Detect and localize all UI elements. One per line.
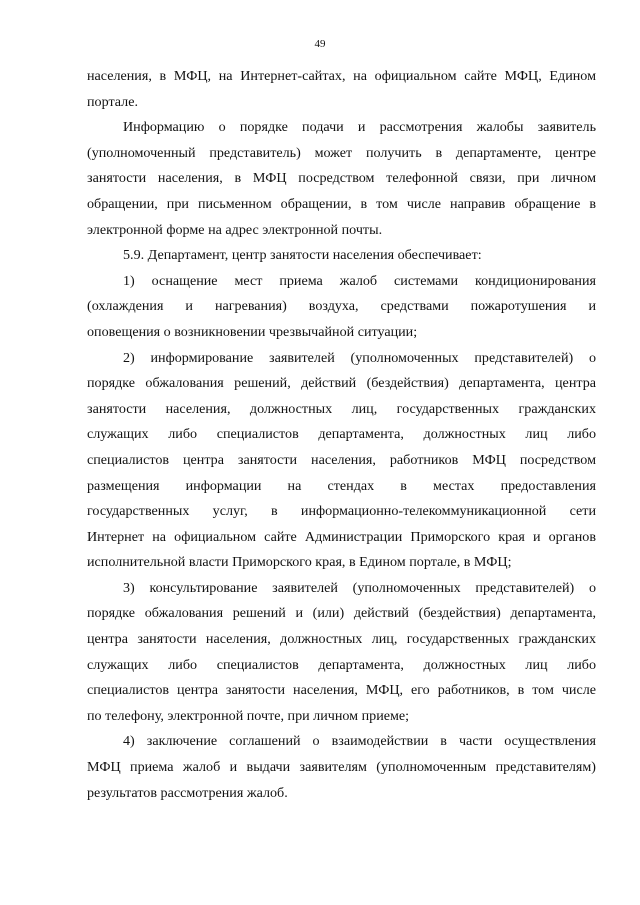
text-line: размещения информации на стендах в местах предоставления (87, 477, 596, 494)
text-line: исполнительной власти Приморского края, в Едином портале, в МФЦ; (87, 554, 512, 571)
text-line: служащих либо специалистов департамента, должностных лиц либо (87, 426, 596, 443)
text-line: занятости населения, в МФЦ посредством телефонной связи, при личном (87, 170, 596, 187)
text-line: порядке обжалования решений и (или) действий (бездействия) департамента, (87, 605, 596, 622)
text-line: (охлаждения и нагревания) воздуха, средствами пожаротушения и (87, 298, 596, 315)
text-line: занятости населения, должностных лиц, государственных гражданских (87, 400, 596, 417)
text-line: порядке обжалования решений, действий (бездействия) департамента, центра (87, 375, 596, 392)
text-line: по телефону, электронной почте, при личном приеме; (87, 707, 410, 724)
text-line: служащих либо специалистов департамента, должностных лиц либо (87, 656, 596, 673)
text-line: портале. (87, 93, 138, 110)
text-line: специалистов центра занятости населения, работников МФЦ посредством (87, 451, 596, 468)
text-line: результатов рассмотрения жалоб. (87, 784, 288, 801)
text-line: центра занятости населения, должностных лиц, государственных гражданских (87, 631, 596, 648)
text-line: специалистов центра занятости населения, МФЦ, его работников, в том числе (87, 682, 596, 699)
body-text (87, 64, 596, 806)
text-line: электронной форме на адрес электронной почты. (87, 221, 383, 238)
page-number: 49 (314, 38, 326, 50)
text-line: Информацию о порядке подачи и рассмотрения жалобы заявитель (123, 119, 596, 136)
text-line: 3) консультирование заявителей (уполномоченных представителей) о (123, 579, 596, 596)
text-line: оповещения о возникновении чрезвычайной ситуации; (87, 323, 418, 340)
text-line: обращении, при письменном обращении, в том числе направив обращение в (87, 195, 596, 212)
text-line: населения, в МФЦ, на Интернет-сайтах, на официальном сайте МФЦ, Едином (87, 68, 596, 84)
text-line: (уполномоченный представитель) может получить в департаменте, центре (87, 144, 596, 161)
text-line: 4) заключение соглашений о взаимодействии в части осуществления (123, 733, 596, 750)
text-line: государственных услуг, в информационно-телекоммуникационной сети (87, 503, 596, 520)
text-line: МФЦ приема жалоб и выдачи заявителям (уполномоченным представителям) (87, 759, 596, 776)
text-line: Интернет на официальном сайте Администрации Приморского края и органов (87, 528, 596, 545)
text-line: 5.9. Департамент, центр занятости населения обеспечивает: (123, 247, 482, 264)
text-line: 1) оснащение мест приема жалоб системами кондиционирования (123, 272, 596, 289)
text-line: 2) информирование заявителей (уполномоченных представителей) о (123, 349, 596, 366)
